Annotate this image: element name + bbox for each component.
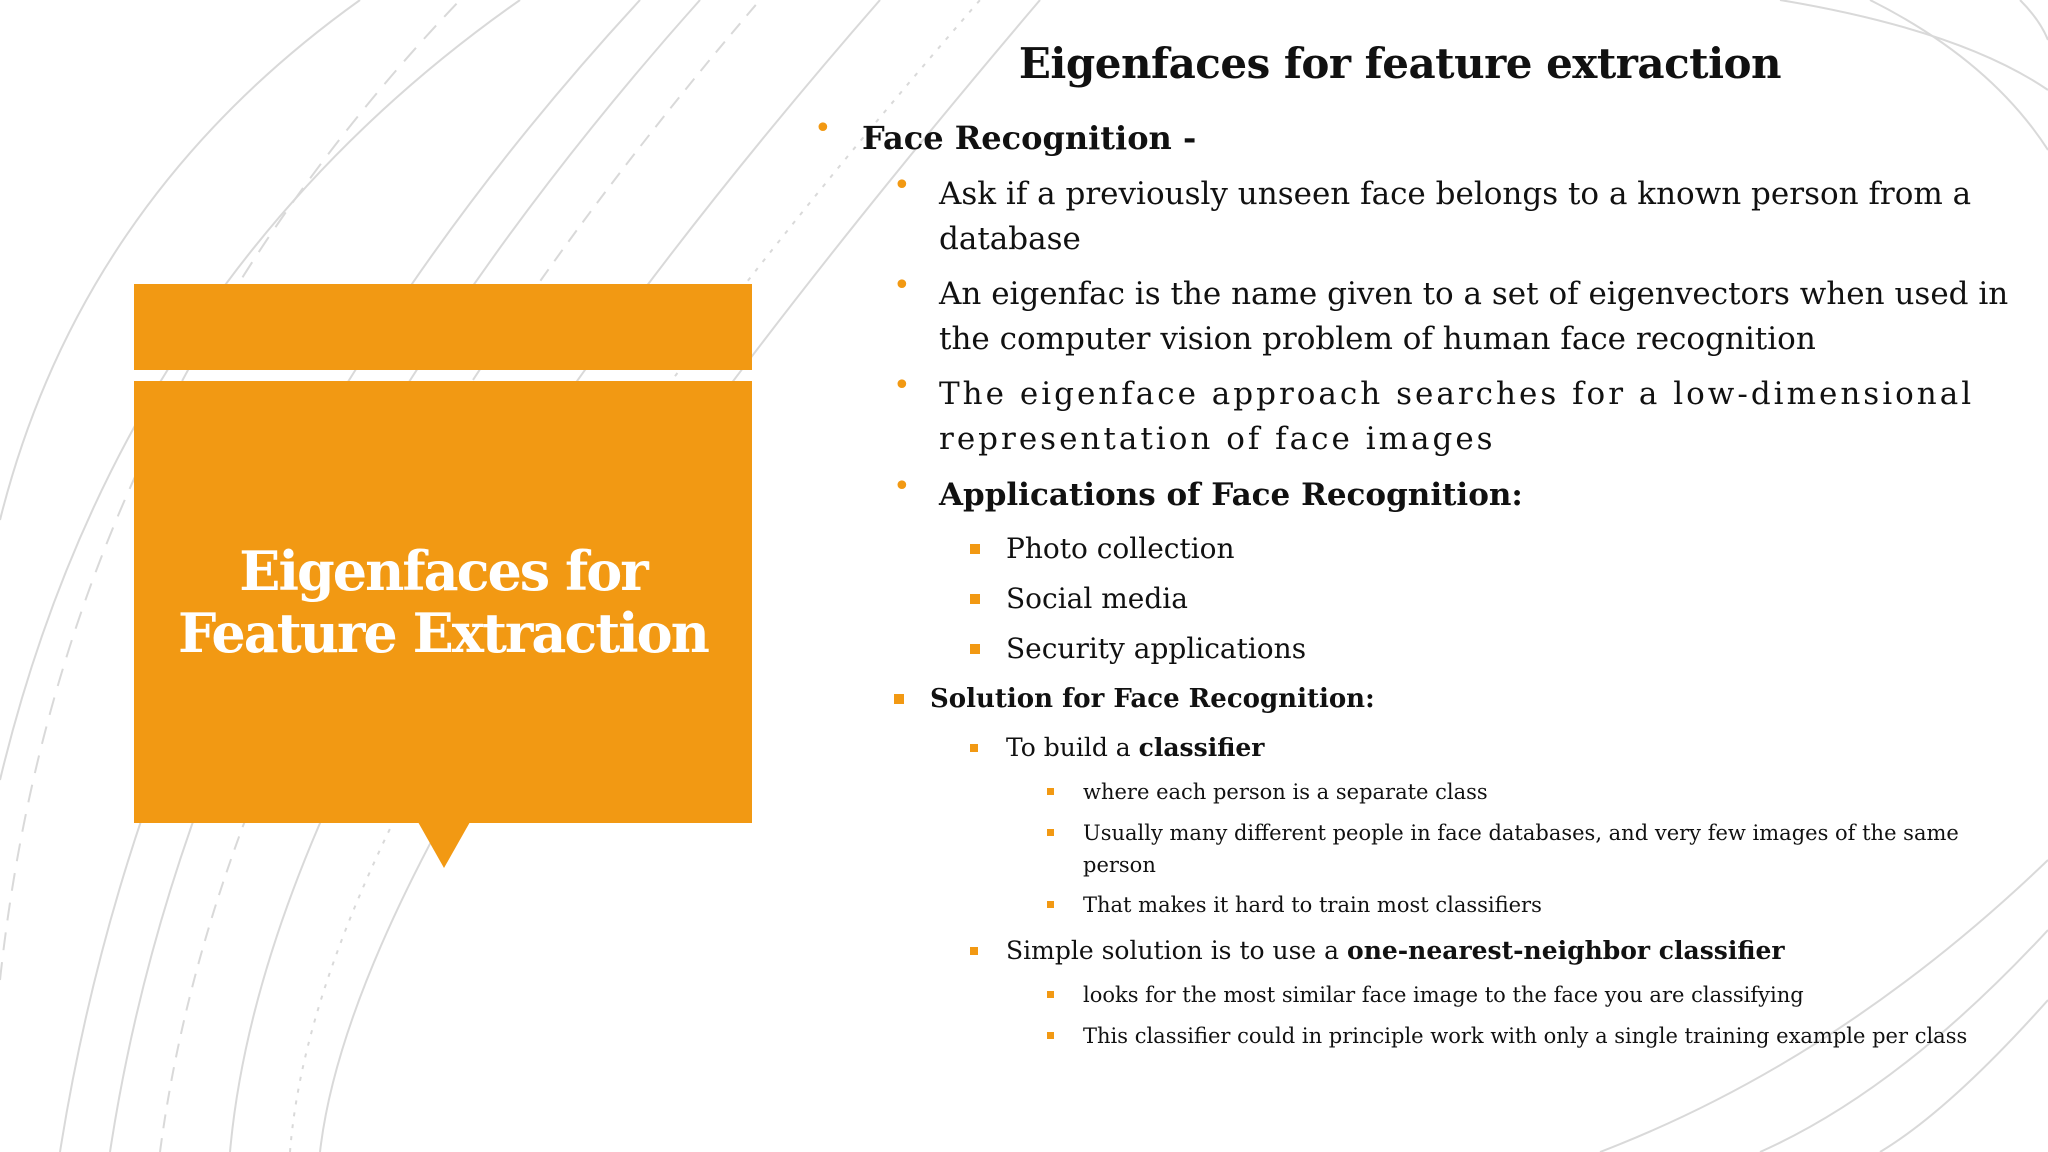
square-bullet-icon: [970, 544, 980, 554]
bullet-dot-icon: •: [893, 368, 911, 403]
square-bullet-icon: [970, 744, 978, 752]
square-bullet-icon: [1047, 991, 1054, 998]
square-bullet-icon: [970, 947, 978, 955]
bullet-dot-icon: •: [814, 111, 832, 146]
app-item-social-media: [1006, 574, 2018, 624]
nearest-subitem-2: [1083, 1020, 2018, 1052]
solution-heading: [930, 675, 2018, 723]
nearest-subitem-text: looks for the most similar face image to the face you are classifying: [1083, 983, 1804, 1007]
bullet-eigenface-definition: [893, 268, 2018, 362]
square-bullet-icon: [970, 644, 980, 654]
app-item-photo-collection: [1006, 524, 2018, 574]
square-bullet-icon: [1047, 901, 1054, 908]
section-title-line-1: Eigenfaces for: [239, 539, 647, 603]
title-accent-strip: [134, 284, 752, 370]
title-box: [134, 381, 752, 823]
face-recognition-label: Face Recognition -: [862, 119, 1197, 157]
square-bullet-icon: [970, 594, 980, 604]
solution-label: Solution for Face Recognition:: [930, 684, 1375, 714]
square-bullet-icon: [1047, 1032, 1054, 1039]
classifier-subitem-2: [1083, 817, 2018, 881]
solution-build-classifier: [1006, 726, 2018, 770]
bullet-text: Ask if a previously unseen face belongs to a known person from a database: [939, 176, 1972, 257]
classifier-subitem-3: [1083, 889, 2018, 921]
solution-nearest-neighbor: [1006, 929, 2018, 973]
square-bullet-icon: [1047, 788, 1054, 795]
nearest-neighbor-text: [1006, 929, 2018, 973]
classifier-subitem-1: [1083, 776, 2018, 808]
square-bullet-icon: [894, 694, 904, 704]
build-classifier-prefix: To build a: [1006, 733, 1139, 762]
app-item-text: Social media: [1006, 582, 1188, 615]
callout-pointer: [418, 822, 470, 868]
square-bullet-icon: [1047, 829, 1054, 836]
applications-label: Applications of Face Recognition:: [939, 477, 1523, 513]
classifier-subitem-text: Usually many different people in face databases, and very few images of the same person: [1083, 821, 1959, 877]
bullet-text: An eigenfac is the name given to a set of eigenvectors when used in the computer vision problem of human face recognition: [939, 276, 2009, 357]
nearest-neighbor-bold: one-nearest-neighbor classifier: [1347, 936, 1785, 965]
bullet-text: The eigenface approach searches for a low-dimensional representation of face images: [939, 376, 1975, 457]
nearest-neighbor-prefix: Simple solution is to use a: [1006, 936, 1348, 965]
bullet-dot-icon: •: [893, 469, 911, 504]
bullet-dot-icon: •: [893, 168, 911, 203]
slide-heading: Eigenfaces for feature extraction: [1018, 39, 1782, 88]
build-classifier-bold: classifier: [1138, 733, 1265, 762]
section-title-line-2: Feature Extraction: [178, 601, 708, 665]
classifier-subitem-text: That makes it hard to train most classifiers: [1083, 893, 1542, 917]
app-item-security: [1006, 624, 2018, 674]
nearest-subitem-text: This classifier could in principle work with only a single training example per class: [1083, 1024, 1968, 1048]
bullet-applications: [893, 469, 2018, 518]
bullet-face-recognition: [814, 111, 2018, 161]
nearest-subitem-1: [1083, 979, 2018, 1011]
app-item-text: Security applications: [1006, 632, 1307, 665]
app-item-text: Photo collection: [1006, 532, 1235, 565]
bullet-ask-unseen-face: [893, 168, 2018, 262]
bullet-dot-icon: •: [893, 268, 911, 303]
build-classifier-text: [1006, 726, 2018, 770]
section-title: [178, 540, 708, 664]
classifier-subitem-text: where each person is a separate class: [1083, 780, 1488, 804]
bullet-eigenface-approach: [893, 368, 2018, 462]
